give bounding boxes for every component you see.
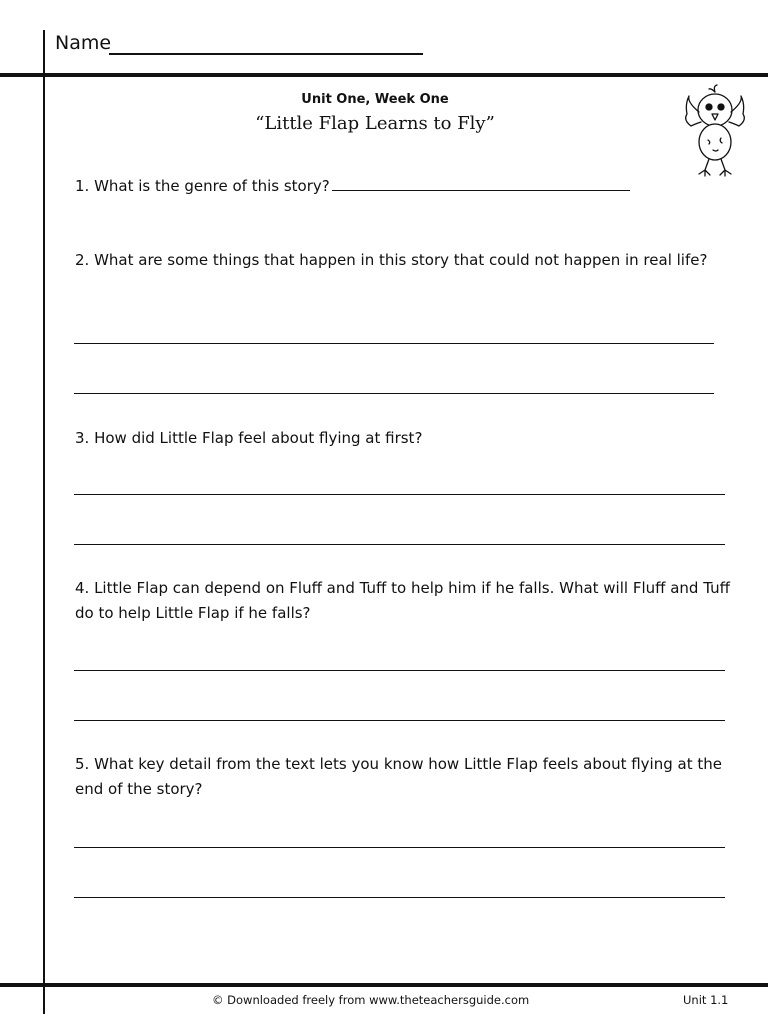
answer-line[interactable] bbox=[74, 494, 725, 495]
name-field[interactable] bbox=[109, 53, 423, 55]
footer-divider bbox=[0, 983, 768, 987]
answer-line[interactable] bbox=[74, 847, 725, 848]
question-5: 5. What key detail from the text lets you know how Little Flap feels about flying at the end of the story? bbox=[75, 755, 722, 798]
header-divider bbox=[0, 73, 768, 77]
answer-line[interactable] bbox=[74, 720, 725, 721]
footer-unit: Unit 1.1 bbox=[683, 993, 729, 1007]
question-4: 4. Little Flap can depend on Fluff and Tuff to help him if he falls. What will Fluff and Tuff do to help Little Flap if he falls? bbox=[75, 579, 730, 622]
question-1 bbox=[75, 174, 735, 199]
answer-line[interactable] bbox=[74, 670, 725, 671]
left-margin-line bbox=[43, 30, 45, 1014]
answer-line[interactable] bbox=[74, 393, 714, 394]
answer-line[interactable] bbox=[332, 176, 630, 191]
worksheet-subtitle: Unit One, Week One bbox=[301, 92, 449, 107]
answer-line[interactable] bbox=[74, 897, 725, 898]
answer-line[interactable] bbox=[74, 343, 714, 344]
name-label: Name bbox=[55, 32, 112, 54]
question-3: 3. How did Little Flap feel about flying at first? bbox=[75, 429, 423, 447]
question-2: 2. What are some things that happen in this story that could not happen in real life? bbox=[75, 251, 708, 269]
bird-icon bbox=[683, 84, 747, 182]
footer-credit: © Downloaded freely from www.theteachersguide.com bbox=[212, 993, 530, 1007]
worksheet-title: “Little Flap Learns to Fly” bbox=[255, 113, 495, 134]
question-text: 1. What is the genre of this story? bbox=[75, 177, 330, 195]
answer-line[interactable] bbox=[74, 544, 725, 545]
